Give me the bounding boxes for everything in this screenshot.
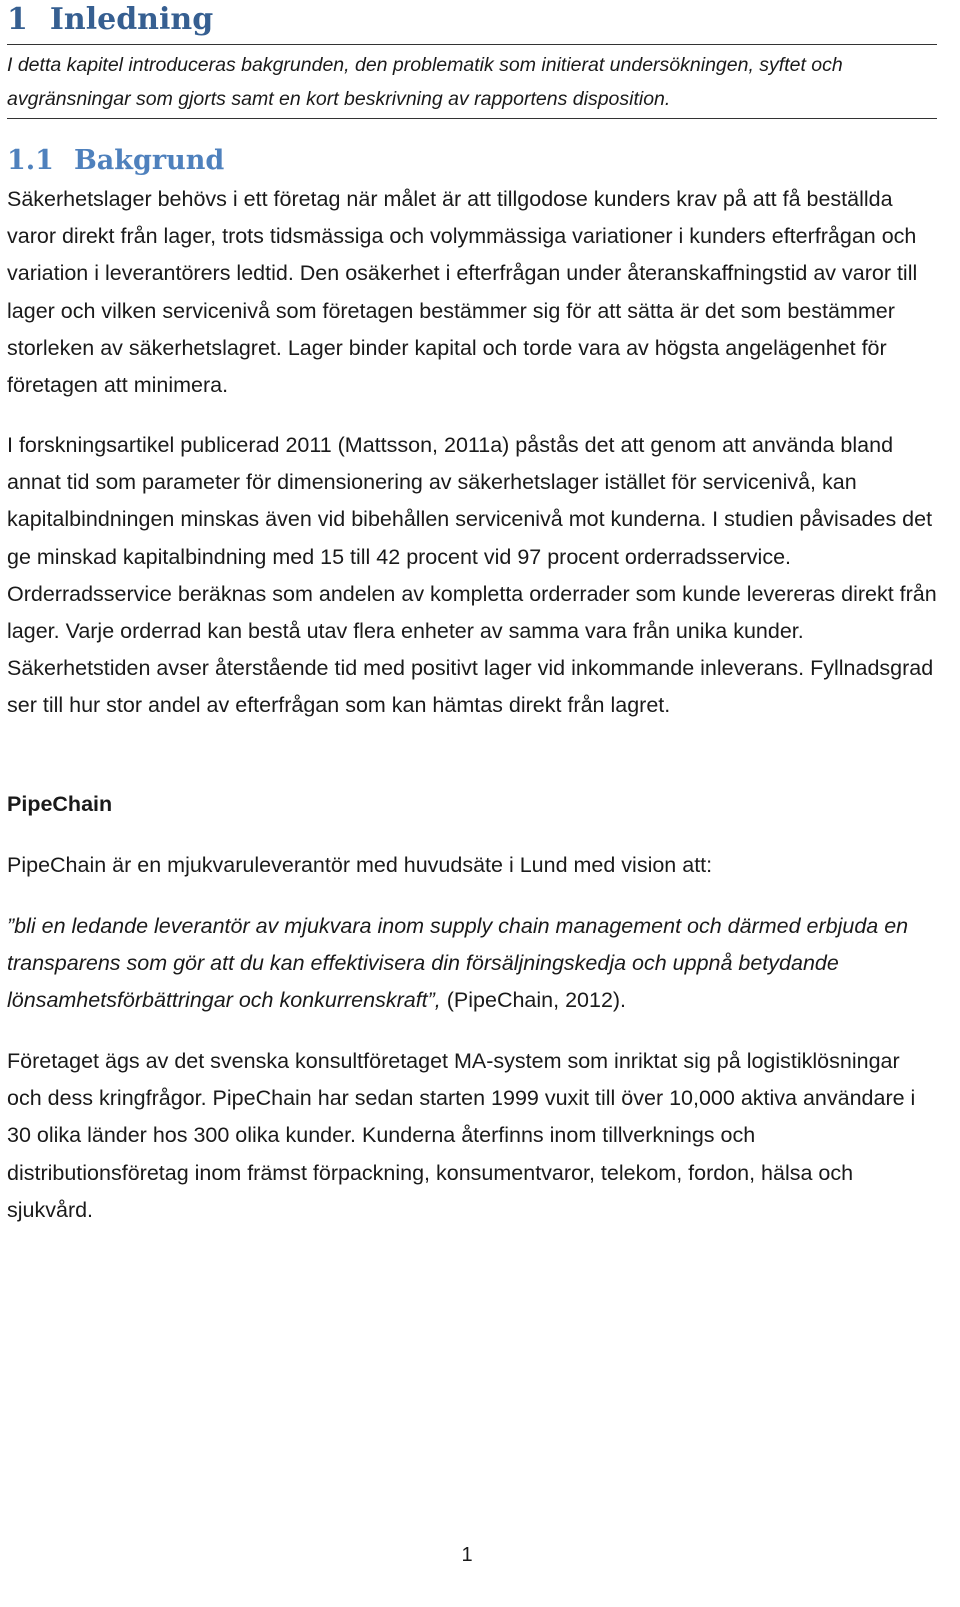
chapter-heading xyxy=(7,0,213,40)
company-paragraph: Företaget ägs av det svenska konsultföretaget MA-system som inriktat sig på logistiklösningar och dess kringfrågor. PipeChain har sedan starten 1999 vuxit till över 10,000 aktiva användare i 30 olika länder hos 300 olika kunder. Kunderna återfinns inom tillverknings och distributionsföretag inom främst förpackning, konsumentvaror, telekom, fordon, hälsa och sjukvård. xyxy=(7,1049,916,1222)
background-paragraph-1: Säkerhetslager behövs i ett företag när målet är att tillgodose kunders krav på att få beställda varor direkt från lager, trots tidsmässiga och volymmässiga variationer i kunders efterfrågan och variation i leverantörers ledtid. Den osäkerhet i efterfrågan under återanskaffningstid av varor till lager och vilken servicenivå som företagen bestämmer sig för att sätta är det som bestämmer storleken av säkerhetslagret. Lager binder kapital och torde vara av högsta angelägenhet för företagen att minimera. xyxy=(7,187,918,398)
vision-quote: ”bli en ledande leverantör av mjukvara inom supply chain management och därmed erbjuda en transparens som gör att du kan effektivisera din försäljningskedja och uppnå betydande lönsamhetsförbättringar och konkurrenskraft”, xyxy=(7,914,909,1013)
chapter-intro: I detta kapitel introduceras bakgrunden, den problematik som initierat undersökningen, syftet och avgränsningar som gjorts samt en kort beskrivning av rapportens disposition. xyxy=(7,54,843,110)
section-number: 1.1 xyxy=(7,145,54,176)
page-number: 1 xyxy=(461,1544,473,1566)
quote-citation: (PipeChain, 2012). xyxy=(440,988,627,1013)
top-rule-divider xyxy=(7,44,937,45)
background-paragraph-2: I forskningsartikel publicerad 2011 (Mattsson, 2011a) påstås det att genom att använda bland annat tid som parameter för dimensionering av säkerhetslager istället för servicenivå, kan kapitalbindningen minskas även vid bibehållen servicenivå mot kunderna. I studien påvisades det ge minskad kapitalbindning med 15 till 42 procent vid 97 procent orderradsservice. Orderradsservice beräknas som andelen av kompletta orderrader som kunde levereras direkt från lager. Varje orderrad kan bestå utav flera enheter av samma vara från unika kunder. Säkerhetstiden avser återstående tid med positivt lager vid inkommande inleverans. Fyllnadsgrad ser till hur stor andel av efterfrågan som kan hämtas direkt från lagret. xyxy=(7,433,937,718)
bottom-rule-divider xyxy=(7,118,937,119)
pipechain-intro: PipeChain är en mjukvaruleverantör med huvudsäte i Lund med vision att: xyxy=(7,853,713,877)
vision-quote-paragraph xyxy=(7,908,937,1020)
chapter-title: Inledning xyxy=(49,2,214,37)
section-title: Bakgrund xyxy=(73,145,225,176)
section-heading xyxy=(7,141,224,181)
chapter-number: 1 xyxy=(7,2,28,37)
pipechain-heading: PipeChain xyxy=(7,792,113,816)
